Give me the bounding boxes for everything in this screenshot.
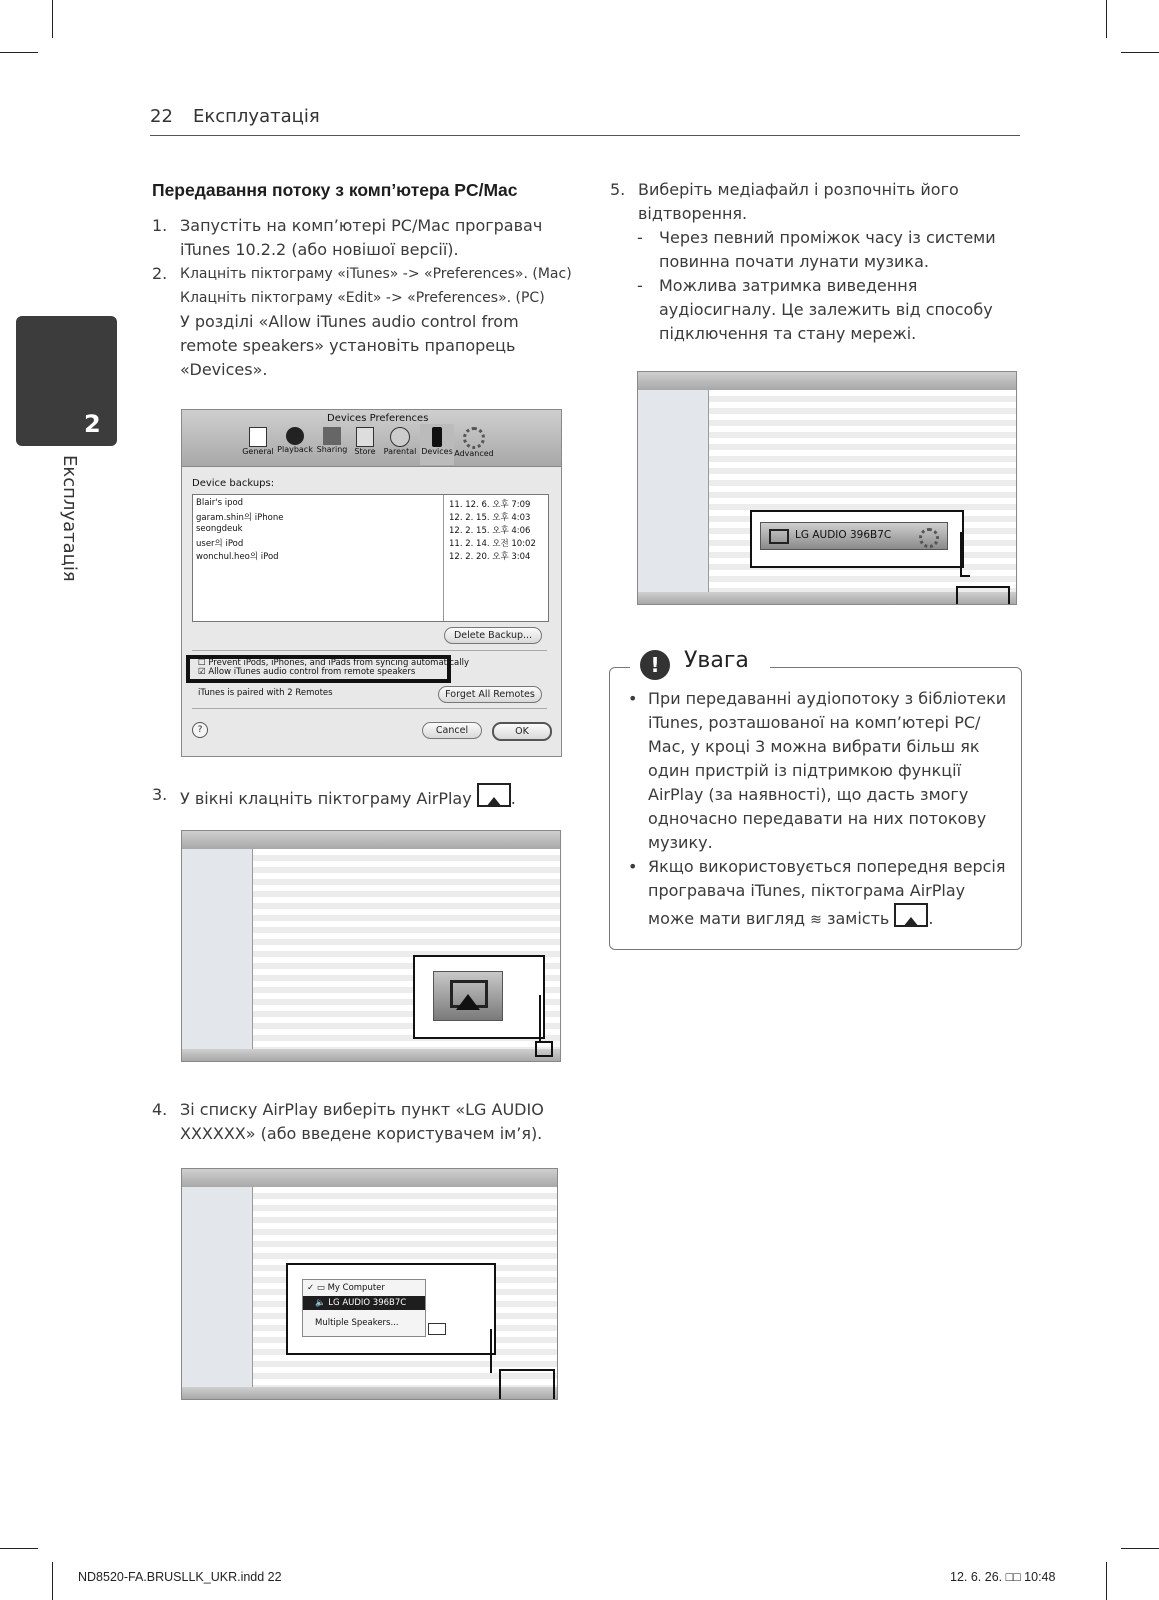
bullet-text: може мати вигляд	[648, 909, 806, 928]
tab-label: Playback	[277, 445, 313, 454]
step-line: «Devices».	[180, 360, 268, 379]
speaker-wheel-icon	[919, 528, 939, 548]
bullet-text: замість	[826, 909, 890, 928]
step-number: 2.	[152, 264, 168, 283]
devices-preferences-screenshot	[181, 409, 562, 757]
itunes-toolbar	[638, 372, 1016, 390]
tab-playback[interactable]	[277, 427, 313, 454]
paired-remotes-text: iTunes is paired with 2 Remotes	[198, 688, 333, 698]
iphone-icon	[432, 427, 442, 447]
divider	[192, 650, 547, 651]
callout-line	[490, 1329, 492, 1373]
dash-mark: -	[637, 228, 643, 247]
itunes-toolbar	[182, 831, 560, 849]
device-name: garam.shin의 iPhone	[196, 513, 284, 523]
bullet-line: При передаванні аудіопотоку з бібліотеки	[648, 689, 1007, 708]
crop-mark	[1106, 1562, 1107, 1600]
forget-remotes-button[interactable]: Forget All Remotes	[438, 686, 542, 703]
bullet-dot: •	[628, 689, 638, 708]
tab-store[interactable]	[350, 427, 380, 456]
step-line: Клацніть піктограму «Edit» -> «Preferences». (PC)	[180, 290, 545, 306]
prevent-sync-label: Prevent iPods, iPhones, and iPads from syncing automatically	[208, 658, 469, 668]
zoom-callout	[413, 955, 545, 1039]
airplay-icon	[428, 1323, 446, 1335]
tab-general[interactable]	[240, 427, 276, 456]
lg-audio-label: LG AUDIO 396B7C	[795, 529, 892, 541]
page-header-title: Експлуатація	[193, 106, 320, 127]
crop-mark	[1121, 52, 1159, 53]
dash-line: аудіосигналу. Це залежить від способу	[659, 300, 993, 319]
prevent-sync-checkbox[interactable]: ☐ Prevent iPods, iPhones, and iPads from syncing automatically	[198, 658, 469, 668]
menu-item-lg-audio[interactable]: 🔈 LG AUDIO 396B7C	[303, 1296, 425, 1310]
tab-label: Store	[354, 447, 376, 456]
device-name: Blair's ipod	[196, 498, 244, 508]
tab-parental[interactable]	[380, 427, 420, 456]
chapter-number: 2	[84, 410, 101, 438]
step-line: Запустіть на комп’ютері PC/Mac програвач	[180, 216, 543, 235]
airplay-button-highlight[interactable]	[535, 1041, 553, 1057]
device-name: wonchul.heo의 iPod	[196, 552, 279, 562]
itunes-sidebar	[638, 390, 709, 592]
airplay-icon	[769, 529, 789, 544]
menu-item-label: Multiple Speakers...	[315, 1318, 399, 1328]
airplay-menu-highlight[interactable]	[499, 1369, 555, 1400]
itunes-playing-screenshot	[637, 371, 1017, 605]
dash-line: Можлива затримка виведення	[659, 276, 918, 295]
crop-mark	[0, 52, 38, 53]
divider	[192, 708, 547, 709]
step-number: 1.	[152, 216, 168, 235]
device-name: user의 iPod	[196, 539, 244, 549]
delete-backup-button[interactable]: Delete Backup...	[444, 627, 542, 644]
tab-advanced[interactable]	[454, 427, 494, 458]
prefs-tabs	[240, 427, 560, 465]
general-icon	[249, 427, 267, 447]
airplay-menu	[302, 1279, 426, 1337]
step-line: Клацніть піктограму «iTunes» -> «Preferences». (Mac)	[180, 266, 572, 282]
dash-mark: -	[637, 276, 643, 295]
step-number: 4.	[152, 1100, 168, 1119]
bullet-line: програвача iTunes, піктограма AirPlay	[648, 881, 966, 900]
dash-line: підключення та стану мережі.	[659, 324, 917, 343]
crop-mark	[52, 1562, 53, 1600]
cancel-button[interactable]: Cancel	[422, 722, 482, 739]
allow-control-checkbox[interactable]: ☑ Allow iTunes audio control from remote speakers	[198, 667, 416, 677]
zoom-callout	[750, 510, 964, 568]
crop-mark	[52, 0, 53, 38]
bullet-line: одночасно передавати на них потокову	[648, 809, 987, 828]
menu-item-label: LG AUDIO 396B7C	[328, 1298, 407, 1308]
prefs-toolbar	[182, 410, 561, 467]
menu-item-multiple-speakers[interactable]	[315, 1318, 399, 1328]
device-date: 11. 12. 6. 오후 7:09	[449, 500, 531, 510]
step-line: Виберіть медіафайл і розпочніть його	[638, 180, 959, 199]
itunes-status-bar	[182, 1049, 560, 1061]
step-line	[180, 783, 516, 811]
tab-label: General	[242, 447, 274, 456]
bullet-line: музику.	[648, 833, 713, 852]
step-suffix: .	[510, 789, 516, 808]
allow-control-label: Allow iTunes audio control from remote speakers	[208, 667, 416, 677]
step-number: 5.	[610, 180, 626, 199]
footer-timestamp: 12. 6. 26. □□ 10:48	[950, 1570, 1056, 1584]
bullet-line: Якщо використовується попередня версія	[648, 857, 1006, 876]
crop-mark	[1106, 0, 1107, 38]
step-line: XXXXXX» (або введене користувачем ім’я).	[180, 1124, 543, 1143]
device-date: 11. 2. 14. 오전 10:02	[449, 539, 536, 549]
help-button[interactable]: ?	[192, 722, 208, 738]
bullet-line: iTunes, розташованої на комп’ютері PC/	[648, 713, 981, 732]
menu-item-my-computer[interactable]: ✓ ▭ My Computer	[307, 1283, 385, 1293]
footer-file-info: ND8520-FA.BRUSLLK_UKR.indd 22	[78, 1570, 282, 1584]
itunes-airplay-list-screenshot	[181, 1168, 558, 1400]
lg-audio-bar[interactable]	[760, 522, 948, 550]
exclamation-icon: !	[640, 650, 670, 680]
step-line: У розділі «Allow iTunes audio control from	[180, 312, 519, 331]
bullet-line	[648, 903, 934, 932]
callout-line	[539, 995, 541, 1041]
itunes-toolbar	[182, 1169, 557, 1187]
device-date: 12. 2. 20. 오후 3:04	[449, 552, 531, 562]
callout-line	[960, 575, 970, 577]
step-line: відтворення.	[638, 204, 748, 223]
step-line: Зі списку AirPlay виберіть пункт «LG AUDIO	[180, 1100, 544, 1119]
device-backups-label: Device backups:	[192, 478, 275, 489]
airplay-icon	[477, 783, 511, 807]
tab-devices[interactable]	[420, 424, 454, 465]
chapter-tab	[16, 316, 117, 446]
dash-line: повинна почати лунати музика.	[659, 252, 929, 271]
bullet-line: Mac, у кроці 3 можна вибрати більш як	[648, 737, 980, 756]
tab-label: Sharing	[316, 445, 348, 454]
airplay-button-zoom	[433, 971, 503, 1021]
gear-icon	[463, 427, 485, 449]
window-title: Devices Preferences	[327, 413, 429, 424]
itunes-sidebar	[182, 849, 253, 1049]
callout-line	[960, 532, 962, 577]
tab-label: Advanced	[454, 449, 494, 458]
bullet-dot: •	[628, 857, 638, 876]
step-text: У вікні клацніть піктограму AirPlay	[180, 789, 472, 808]
ok-button[interactable]: OK	[492, 722, 552, 741]
store-icon	[356, 427, 374, 447]
device-name: seongdeuk	[196, 524, 243, 534]
menu-item-label: My Computer	[327, 1283, 385, 1293]
crop-mark	[0, 1548, 38, 1549]
parental-icon	[390, 427, 410, 447]
tab-label: Parental	[383, 447, 417, 456]
device-date: 12. 2. 15. 오후 4:06	[449, 526, 531, 536]
caution-title: Увага	[684, 648, 749, 673]
bullet-line: AirPlay (за наявності), що дасть змогу	[648, 785, 969, 804]
itunes-airplay-screenshot	[181, 830, 561, 1062]
dash-line: Через певний проміжок часу із системи	[659, 228, 996, 247]
device-backups-list[interactable]	[192, 494, 549, 622]
zoom-callout	[286, 1263, 496, 1355]
step-line: remote speakers» установіть прапорець	[180, 336, 516, 355]
section-title: Передавання потоку з комп’ютера PC/Mac	[152, 180, 518, 200]
list-divider	[443, 495, 444, 621]
old-airplay-icon: ≋	[810, 912, 822, 928]
airplay-triangle	[456, 994, 480, 1010]
sharing-icon	[323, 427, 341, 445]
airplay-status-highlight[interactable]	[956, 586, 1010, 605]
device-date: 12. 2. 15. 오후 4:03	[449, 513, 531, 523]
header-rule	[150, 135, 1020, 136]
airplay-icon	[894, 903, 928, 927]
crop-mark	[1121, 1548, 1159, 1549]
itunes-sidebar	[182, 1187, 253, 1387]
tab-label: Devices	[421, 447, 453, 456]
chapter-label: Експлуатація	[59, 455, 80, 582]
page-number: 22	[150, 106, 173, 127]
step-line: iTunes 10.2.2 (або новішої версії).	[180, 240, 459, 259]
play-icon	[286, 427, 304, 445]
tab-sharing[interactable]	[314, 427, 350, 454]
step-number: 3.	[152, 785, 168, 804]
bullet-line: один пристрій із підтримкою функції	[648, 761, 962, 780]
bullet-end: .	[928, 909, 934, 928]
